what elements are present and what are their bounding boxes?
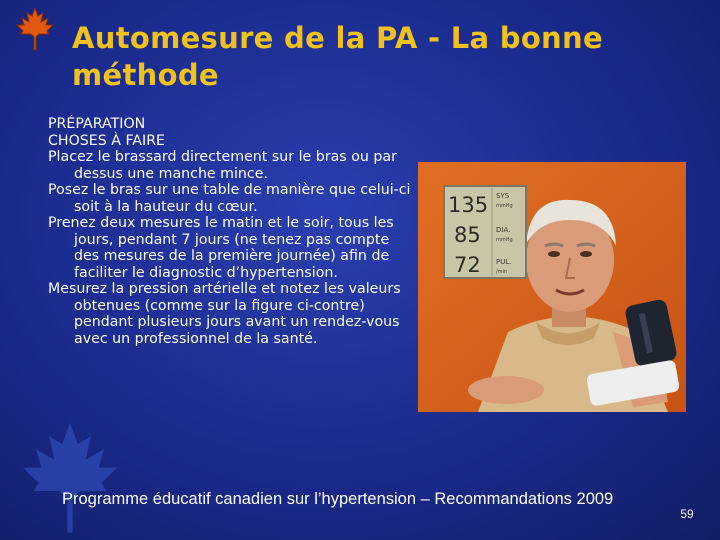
body-paragraph: Prenez deux mesures le matin et le soir, tous les jours, pendant 7 jours (ne tenez pas compte des mesures de la première journée) afin de faciliter le diagnostic d’hypertension. xyxy=(48,215,394,281)
lcd-sys-unit: mmHg xyxy=(496,203,513,209)
lcd-sys-label: SYS xyxy=(496,192,510,200)
page-number: 59 xyxy=(680,507,694,521)
lcd-dia-label: DIA. xyxy=(496,226,511,234)
lcd-dia-unit: mmHg xyxy=(496,237,513,243)
maple-leaf-icon xyxy=(14,6,56,52)
maple-leaf-watermark-icon xyxy=(10,418,130,538)
lcd-pul-value: 72 xyxy=(454,253,481,277)
lcd-pul-unit: /min xyxy=(496,269,508,275)
body-paragraph: PRÉPARATION xyxy=(48,116,146,132)
blood-pressure-photo xyxy=(418,162,686,412)
body-paragraph: CHOSES À FAIRE xyxy=(48,132,166,149)
slide-footer: Programme éducatif canadien sur l’hypertension – Recommandations 2009 xyxy=(62,490,614,508)
lcd-dia-value: 85 xyxy=(454,223,481,247)
body-paragraph: Posez le bras sur une table de manière que celui-ci soit à la hauteur du cœur. xyxy=(48,182,411,215)
body-paragraph: Placez le brassard directement sur le bras ou par dessus une manche mince. xyxy=(48,149,397,182)
lcd-pul-label: PUL. xyxy=(496,258,512,266)
slide-title: Automesure de la PA - La bonne méthode xyxy=(72,21,603,92)
lcd-sys-value: 135 xyxy=(448,193,489,217)
slide-body xyxy=(48,116,418,347)
body-paragraph: Mesurez la pression artérielle et notez les valeurs obtenues (comme sur la figure ci-contre) pendant plusieurs jours avant un rendez-vous avec un professionnel de la santé. xyxy=(48,281,401,347)
